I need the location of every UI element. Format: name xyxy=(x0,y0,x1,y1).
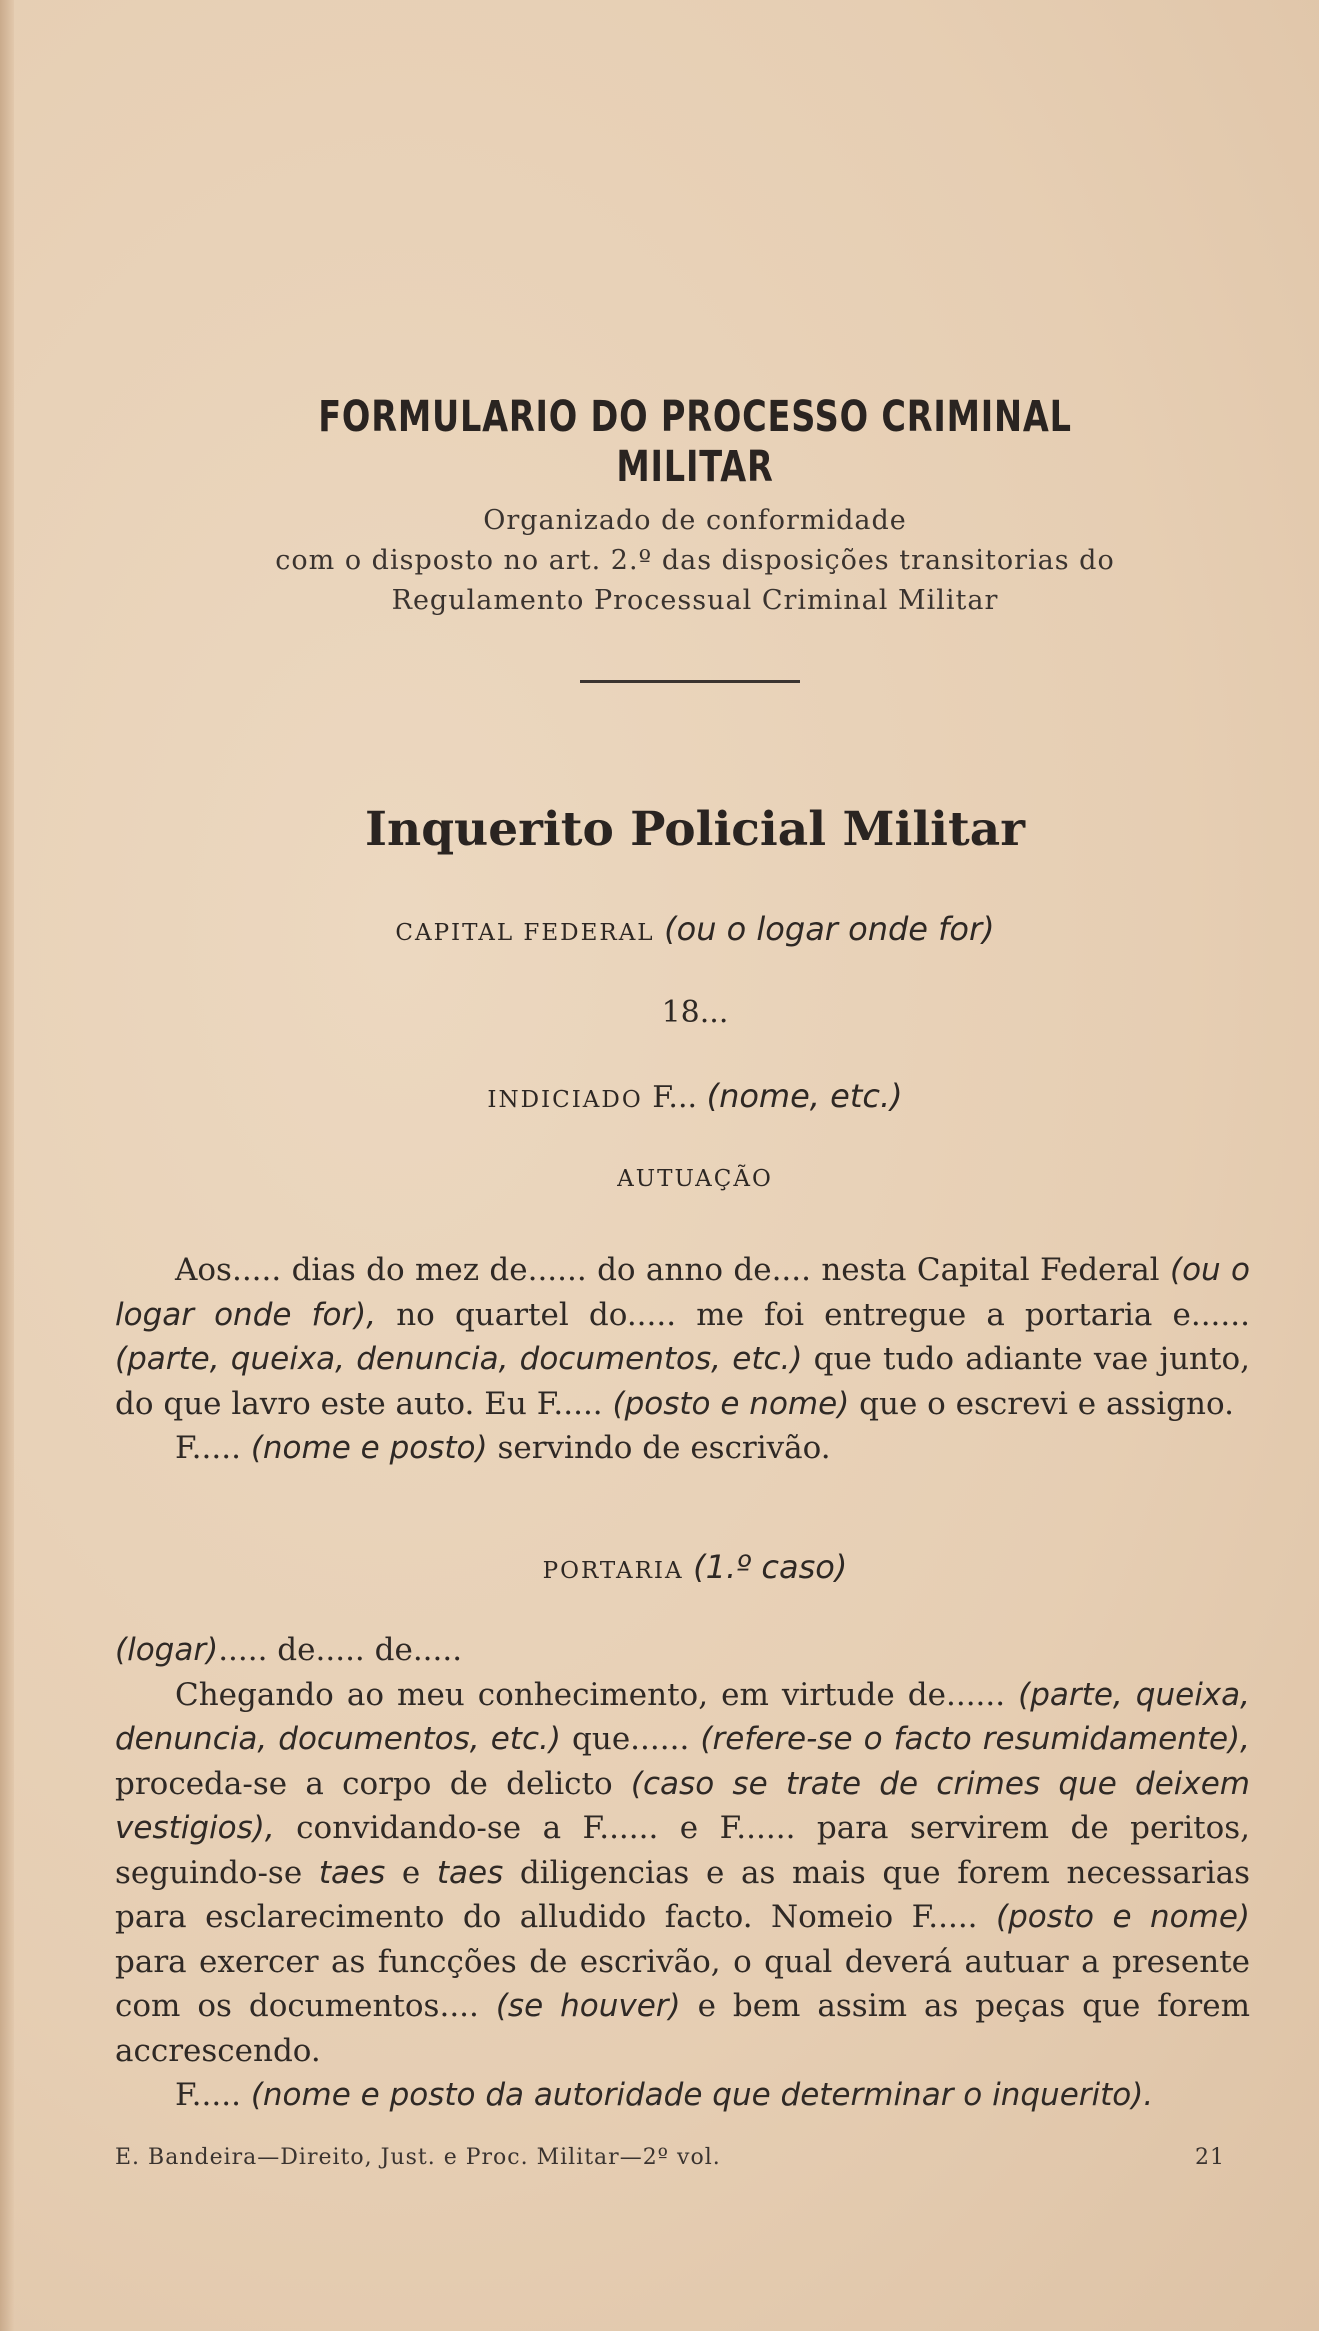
portaria-text-1: Chegando ao meu conhecimento, em virtude de...... xyxy=(175,1676,1019,1713)
subtitle-line-3: Regulamento Processual Criminal Militar xyxy=(391,585,999,616)
portaria-note-1: (parte, queixa, denuncia, documentos, etc.) xyxy=(115,1676,1250,1757)
portaria-text-4: convidando-se a F...... e F...... para servirem de peritos, seguindo-se xyxy=(115,1810,1250,1891)
autuacao-text-2: no quartel do..... me foi entregue a portaria e...... xyxy=(376,1296,1250,1333)
autuacao-text-1: Aos..... dias do mez de...... do anno de.... nesta Capital Federal xyxy=(175,1252,1170,1288)
portaria-note-3: (caso se trate de crimes que deixem vestigios), xyxy=(115,1765,1250,1846)
location-label: CAPITAL FEDERAL xyxy=(395,920,655,946)
portaria-date-place: (logar) xyxy=(115,1632,219,1668)
autuacao-text-4: que o escrevi e assigno. xyxy=(849,1385,1234,1422)
location-line xyxy=(150,910,1240,948)
page-footer xyxy=(115,2145,1225,2170)
indiciado-line xyxy=(150,1077,1240,1115)
autuacao-note-3: (posto e nome) xyxy=(612,1385,850,1422)
footer-source: E. Bandeira—Direito, Just. e Proc. Militar—2º vol. xyxy=(115,2145,721,2170)
page-edge xyxy=(0,0,14,2331)
indiciado-value: F... xyxy=(652,1080,698,1115)
autuacao-text xyxy=(115,1248,1250,1426)
section-title: Inquerito Policial Militar xyxy=(365,802,1025,857)
portaria-text xyxy=(115,1673,1250,2074)
portaria-text-3: proceda-se a corpo de delicto xyxy=(115,1765,631,1802)
autuacao-text-3: que tudo adiante vae junto, do que lavro este auto. Eu F..... xyxy=(115,1341,1250,1422)
autuacao-sig-note: (nome e posto) xyxy=(250,1430,488,1466)
portaria-text-6: diligencias e as mais que forem necessarias para esclarecimento do alludido facto. Nomeio F..... xyxy=(115,1854,1250,1935)
portaria-text-8: e bem assim as peças que forem accrescendo. xyxy=(115,1988,1250,2069)
portaria-label: PORTARIA xyxy=(542,1558,684,1584)
autuacao-paragraph xyxy=(115,1248,1250,1471)
autuacao-heading: AUTUAÇÃO xyxy=(617,1166,773,1192)
portaria-sig-name: F..... xyxy=(175,2077,251,2113)
indiciado-note: (nome, etc.) xyxy=(706,1077,903,1115)
autuacao-sig-end: servindo de escrivão. xyxy=(487,1430,831,1466)
portaria-heading xyxy=(150,1548,1240,1586)
portaria-note-4: taes xyxy=(318,1854,386,1891)
autuacao-signature xyxy=(115,1426,1250,1471)
main-title: FORMULARIO DO PROCESSO CRIMINAL MILITAR xyxy=(318,392,1072,492)
year-line: 18... xyxy=(661,995,729,1030)
subtitle-line-1: Organizado de conformidade xyxy=(483,505,907,536)
autuacao-note-1: (ou o logar onde for), xyxy=(115,1252,1251,1333)
portaria-sig-note: (nome e posto da autoridade que determinar o inquerito). xyxy=(250,2077,1154,2113)
portaria-note-5: taes xyxy=(436,1854,504,1891)
autuacao-sig-name: F..... xyxy=(175,1430,251,1466)
portaria-note-7: (se houver) xyxy=(495,1988,681,2024)
portaria-text-5: e xyxy=(385,1854,437,1891)
divider-rule xyxy=(580,680,800,683)
portaria-text-2: que...... xyxy=(560,1721,701,1757)
portaria-signature xyxy=(115,2073,1250,2118)
page-number: 21 xyxy=(1195,2145,1225,2170)
autuacao-note-2: (parte, queixa, denuncia, documentos, etc.) xyxy=(115,1341,803,1377)
portaria-date-text: ..... de..... de..... xyxy=(218,1632,463,1668)
location-note: (ou o logar onde for) xyxy=(664,910,995,948)
portaria-date xyxy=(115,1628,1250,1673)
indiciado-label: INDICIADO xyxy=(487,1087,643,1113)
portaria-text-7: para exercer as funcções de escrivão, o qual deverá autuar a presente com os documentos.... xyxy=(115,1943,1250,2024)
portaria-paragraph xyxy=(115,1628,1250,2118)
subtitle-line-2: com o disposto no art. 2.º das disposições transitorias do xyxy=(275,545,1115,576)
portaria-note: (1.º caso) xyxy=(693,1548,848,1586)
portaria-note-2: (refere-se o facto resumidamente), xyxy=(700,1721,1250,1757)
portaria-note-6: (posto e nome) xyxy=(996,1899,1250,1935)
